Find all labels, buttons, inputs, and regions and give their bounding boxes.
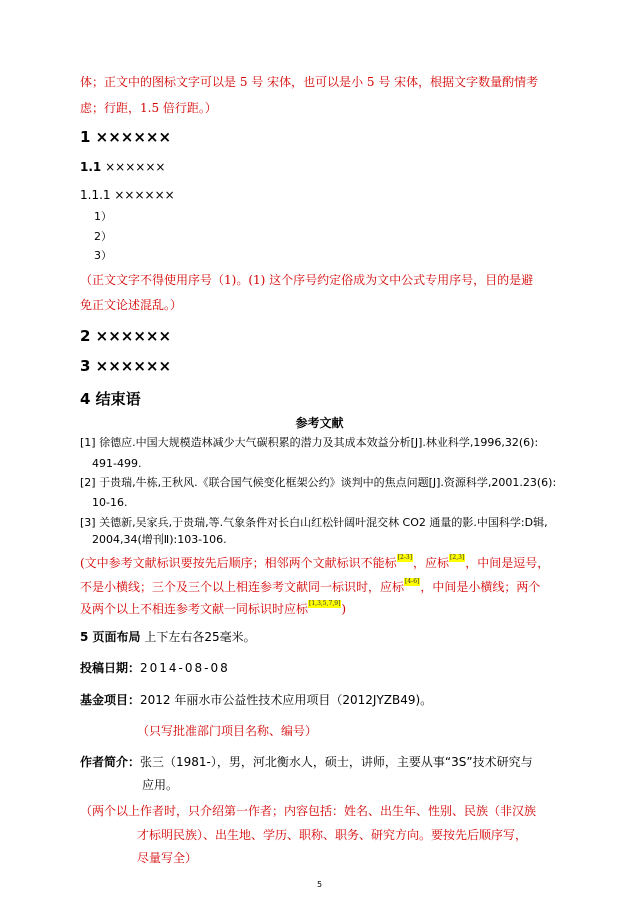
fund-line xyxy=(80,691,432,708)
page-layout-label: 5 页面布局 xyxy=(80,630,141,644)
heading-1-1-number: 1.1 xyxy=(80,160,102,174)
fund-value: 2012 年丽水市公益性技术应用项目（2012JYZB49)。 xyxy=(140,693,433,707)
author-text-1: 张三（1981-），男，河北衡水人，硕士，讲师，主要从事“3S”技术研究与 xyxy=(140,755,533,769)
heading-1-1 xyxy=(80,160,165,174)
ref-note-text-1b: ，应标 xyxy=(413,556,450,570)
reference-3-line-1: [3] 关德新,吴家兵,于贵瑞,等.气象条件对长白山红松针阔叶混交林 CO2 通量的影.中国科学:D辑, xyxy=(80,516,548,529)
page-number: 5 xyxy=(316,880,323,889)
heading-4: 4 结束语 xyxy=(80,390,141,408)
note1-line-1: （正文文字不得使用序号（1)。(1) 这个序号约定俗成为文中公式专用序号，目的是避 xyxy=(80,273,534,287)
citation-marker-3: [4-6] xyxy=(405,578,420,585)
author-line-1 xyxy=(80,753,533,770)
heading-1-1-1: 1.1.1 ×××××× xyxy=(80,188,175,202)
reference-1-line-2: 491-499. xyxy=(92,457,142,470)
intro-line-1: 体；正文中的图标文字可以是 5 号 宋体，也可以是小 5 号 宋体，根据文字数量酌情考 xyxy=(80,75,539,89)
fund-note: （只写批准部门项目名称、编号） xyxy=(137,724,318,738)
author-line-2: 应用。 xyxy=(142,778,179,792)
references-title: 参考文献 xyxy=(295,416,344,430)
reference-3-line-2: 2004,34(增刊Ⅱ):103-106. xyxy=(92,533,227,546)
submit-date-label: 投稿日期： xyxy=(80,661,141,675)
ref-note-text-1c: ，中间是逗号， xyxy=(465,556,550,570)
author-note-line-3: 尽量写全） xyxy=(137,851,198,865)
ref-note-text-2a: 不是小横线；三个及三个以上相连参考文献同一标识时，应标 xyxy=(80,580,405,594)
fund-label: 基金项目： xyxy=(80,693,141,707)
reference-2-line-2: 10-16. xyxy=(92,496,128,509)
reference-2-line-1: [2] 于贵瑞,牛栋,王秋风.《联合国气候变化框架公约》谈判中的焦点问题[J].资源科学,2001.23(6): xyxy=(80,476,557,489)
ref-note-line-2 xyxy=(80,578,540,595)
list-item-2: 2） xyxy=(94,230,112,243)
submit-date-value: 2014-08-08 xyxy=(140,661,230,675)
reference-1-line-1: [1] 徐德应.中国大规模造林减少大气碳积累的潜力及其成本效益分析[J].林业科学,1996,32(6): xyxy=(80,436,539,449)
author-note-line-2: 才标明民族）、出生地、学历、职称、职务、研究方向。要按先后顺序写， xyxy=(137,828,528,842)
ref-note-text-2b: ，中间是小横线；两个 xyxy=(420,580,541,594)
list-item-3: 3） xyxy=(94,249,112,262)
intro-line-2: 虑；行距，1.5 倍行距。） xyxy=(80,101,217,115)
ref-note-line-3 xyxy=(80,600,346,617)
heading-1: 1 ×××××× xyxy=(80,128,172,146)
submit-date-line xyxy=(80,659,230,676)
ref-note-text-3b: ) xyxy=(341,602,347,616)
author-note-line-1: （两个以上作者时，只介绍第一作者；内容包括：姓名、出生年、性别、民族（非汉族 xyxy=(80,804,537,818)
note1-line-2: 免正文论述混乱。） xyxy=(80,298,183,312)
citation-marker-2: [2,3] xyxy=(450,554,465,561)
ref-note-line-1 xyxy=(80,554,549,571)
author-label: 作者简介： xyxy=(80,755,141,769)
list-item-1: 1） xyxy=(94,210,112,223)
heading-3: 3 ×××××× xyxy=(80,357,172,375)
citation-marker-4: [1,3,5,7,9] xyxy=(309,600,341,607)
heading-2: 2 ×××××× xyxy=(80,327,172,345)
citation-marker-1: [2-3] xyxy=(397,554,413,561)
heading-1-1-text: ×××××× xyxy=(105,160,166,174)
page-layout-text: 上下左右各25毫米。 xyxy=(144,630,256,644)
ref-note-text-1a: (文中参考文献标识要按先后顺序；相邻两个文献标识不能标 xyxy=(80,556,397,570)
page-layout-line xyxy=(80,628,256,645)
ref-note-text-3a: 及两个以上不相连参考文献一同标识时应标 xyxy=(80,602,309,616)
